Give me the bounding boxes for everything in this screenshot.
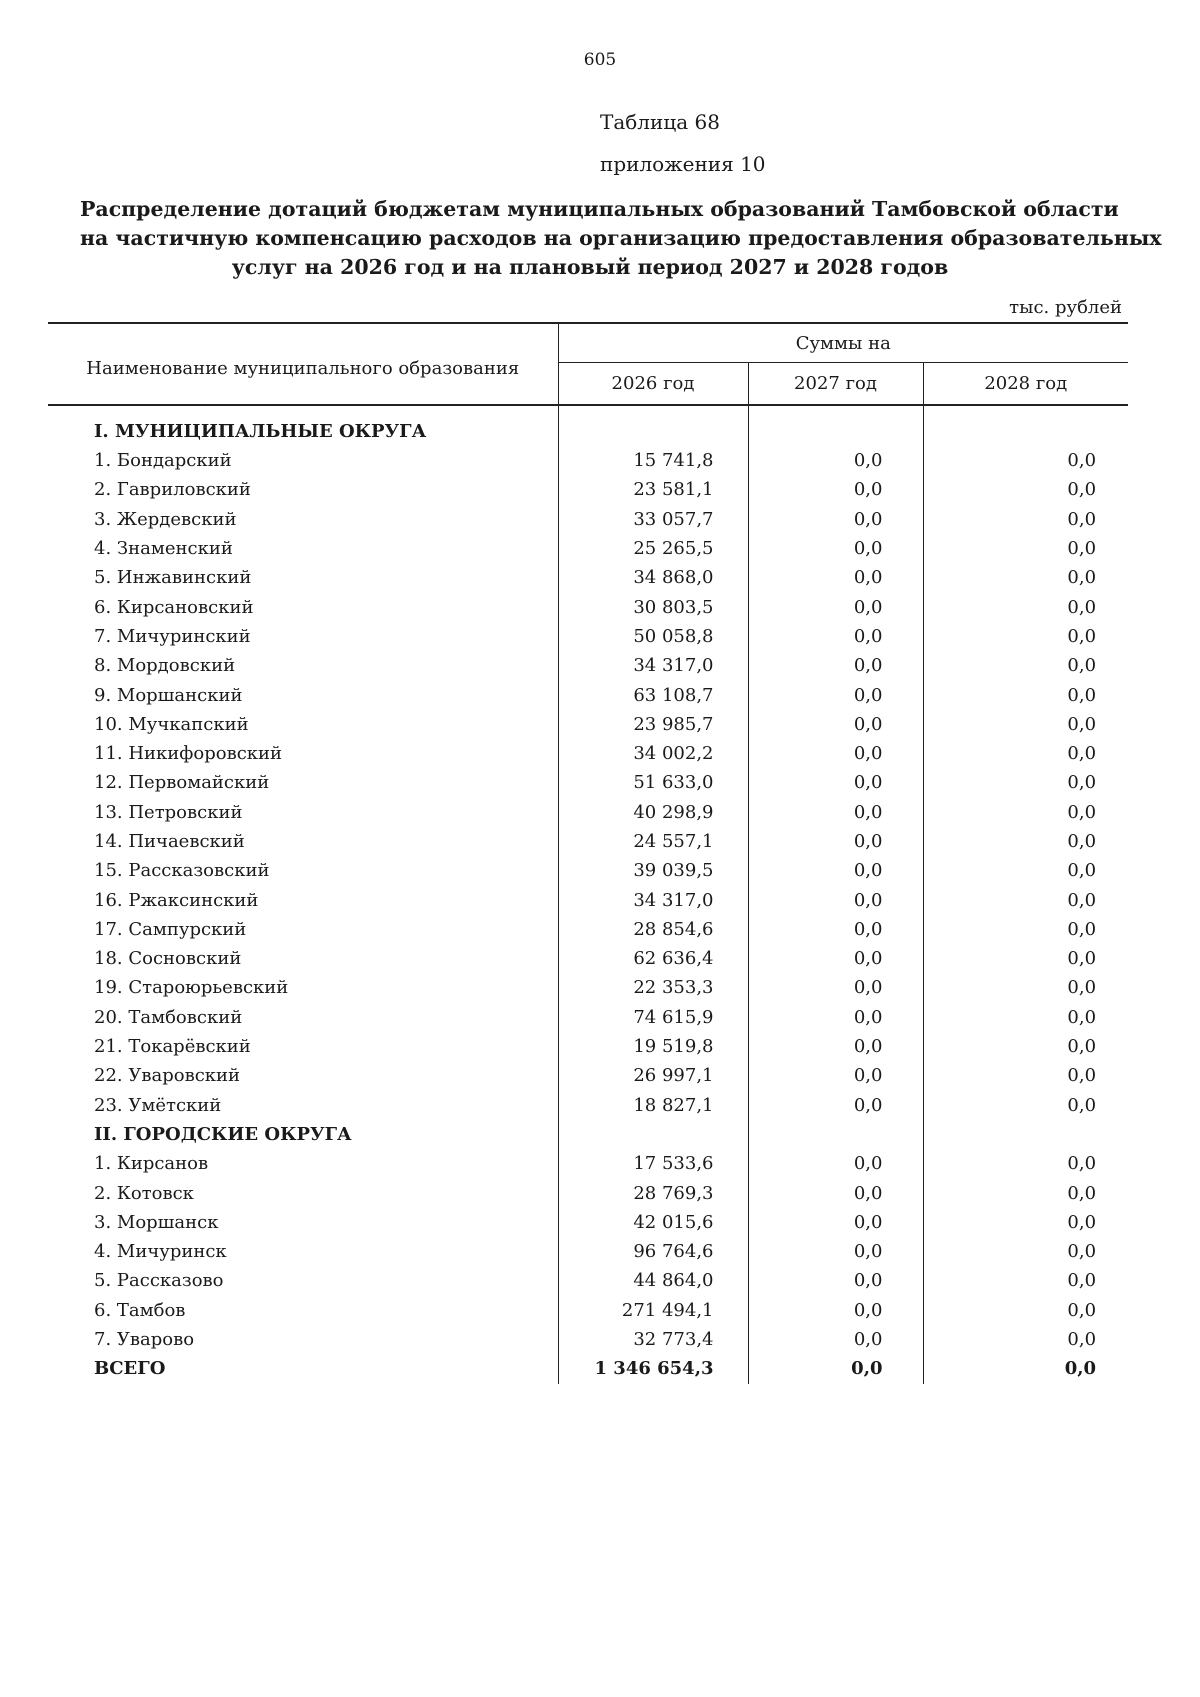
title-line: услуг на 2026 год и на плановый период 2027 и 2028 годов bbox=[231, 255, 949, 279]
row-name: 9. Моршанский bbox=[94, 684, 243, 706]
value-2026: 26 997,1 bbox=[558, 1061, 748, 1090]
table-row bbox=[48, 534, 1128, 563]
page-number: 605 bbox=[583, 50, 617, 70]
value-2027: 0,0 bbox=[748, 915, 923, 944]
table-row bbox=[48, 651, 1128, 680]
table-row bbox=[48, 475, 1128, 504]
table-row bbox=[48, 1208, 1128, 1237]
value-2026: 30 803,5 bbox=[558, 592, 748, 621]
row-name: ВСЕГО bbox=[94, 1358, 166, 1380]
value-2026: 28 769,3 bbox=[558, 1178, 748, 1207]
value-2028: 0,0 bbox=[1067, 918, 1097, 940]
value-2026: 25 265,5 bbox=[558, 534, 748, 563]
value-2026: 51 633,0 bbox=[558, 768, 748, 797]
value-2028: 0,0 bbox=[1067, 684, 1097, 706]
value-2028: 0,0 bbox=[1067, 479, 1097, 501]
value-2027: 0,0 bbox=[748, 973, 923, 1002]
value-2026: 96 764,6 bbox=[558, 1237, 748, 1266]
value-2028: 0,0 bbox=[1064, 1358, 1097, 1380]
value-2026: 33 057,7 bbox=[558, 505, 748, 534]
table-row bbox=[48, 1354, 1128, 1383]
value-2027: 0,0 bbox=[748, 563, 923, 592]
value-2027: 0,0 bbox=[748, 592, 923, 621]
header-name-column: Наименование муниципального образования bbox=[48, 323, 558, 405]
value-2026: 15 741,8 bbox=[558, 446, 748, 475]
table-row bbox=[48, 1091, 1128, 1120]
value-2028: 0,0 bbox=[1067, 743, 1097, 765]
value-2026: 34 317,0 bbox=[558, 651, 748, 680]
value-2026 bbox=[558, 405, 748, 446]
row-name: 12. Первомайский bbox=[94, 772, 270, 794]
value-2028: 0,0 bbox=[1067, 1299, 1097, 1321]
value-2028: 0,0 bbox=[1067, 1211, 1097, 1233]
table-row bbox=[48, 505, 1128, 534]
table-row bbox=[48, 1266, 1128, 1295]
value-2028: 0,0 bbox=[1067, 1006, 1097, 1028]
header-year-2027: 2027 год bbox=[748, 363, 923, 405]
value-2027: 0,0 bbox=[748, 505, 923, 534]
row-name: 17. Сампурский bbox=[94, 918, 247, 940]
table-row bbox=[48, 1178, 1128, 1207]
value-2028: 0,0 bbox=[1067, 1153, 1097, 1175]
table-row bbox=[48, 1237, 1128, 1266]
value-2027: 0,0 bbox=[748, 798, 923, 827]
value-2027: 0,0 bbox=[748, 1149, 923, 1178]
row-name: 15. Рассказовский bbox=[94, 860, 270, 882]
table-row bbox=[48, 1003, 1128, 1032]
title-line: Распределение дотаций бюджетам муниципальных образований Тамбовской области bbox=[80, 197, 1119, 221]
table-row bbox=[48, 1296, 1128, 1325]
value-2028 bbox=[923, 405, 1128, 446]
value-2027: 0,0 bbox=[748, 446, 923, 475]
table-row bbox=[48, 1032, 1128, 1061]
row-name: 5. Инжавинский bbox=[94, 567, 252, 589]
value-2027: 0,0 bbox=[748, 1091, 923, 1120]
row-name: 7. Мичуринский bbox=[94, 625, 251, 647]
row-name: 18. Сосновский bbox=[94, 948, 242, 970]
table-row bbox=[48, 710, 1128, 739]
row-name: 16. Ржаксинский bbox=[94, 889, 259, 911]
row-name: 20. Тамбовский bbox=[94, 1006, 243, 1028]
value-2027: 0,0 bbox=[748, 1354, 923, 1383]
value-2026: 22 353,3 bbox=[558, 973, 748, 1002]
table-row bbox=[48, 1120, 1128, 1149]
table-row bbox=[48, 592, 1128, 621]
value-2027: 0,0 bbox=[748, 622, 923, 651]
table-row bbox=[48, 944, 1128, 973]
value-2027: 0,0 bbox=[748, 944, 923, 973]
row-name: 4. Знаменский bbox=[94, 538, 233, 560]
table-row bbox=[48, 827, 1128, 856]
value-2027: 0,0 bbox=[748, 856, 923, 885]
title-line: на частичную компенсацию расходов на организацию предоставления образовательных bbox=[80, 226, 1162, 250]
value-2027: 0,0 bbox=[748, 1237, 923, 1266]
value-2028: 0,0 bbox=[1067, 1065, 1097, 1087]
value-2027: 0,0 bbox=[748, 739, 923, 768]
value-2028: 0,0 bbox=[1067, 1182, 1097, 1204]
value-2026: 32 773,4 bbox=[558, 1325, 748, 1354]
value-2028: 0,0 bbox=[1067, 538, 1097, 560]
header-year-2026: 2026 год bbox=[558, 363, 748, 405]
value-2027: 0,0 bbox=[748, 885, 923, 914]
value-2026: 50 058,8 bbox=[558, 622, 748, 651]
value-2026: 44 864,0 bbox=[558, 1266, 748, 1295]
value-2028: 0,0 bbox=[1067, 567, 1097, 589]
value-2027: 0,0 bbox=[748, 534, 923, 563]
value-2028: 0,0 bbox=[1067, 1270, 1097, 1292]
value-2028 bbox=[923, 1120, 1128, 1149]
value-2026: 39 039,5 bbox=[558, 856, 748, 885]
value-2028: 0,0 bbox=[1067, 1329, 1097, 1351]
table-row bbox=[48, 973, 1128, 1002]
value-2028: 0,0 bbox=[1067, 1241, 1097, 1263]
value-2027: 0,0 bbox=[748, 1178, 923, 1207]
subsidy-table bbox=[48, 322, 1128, 1384]
value-2027: 0,0 bbox=[748, 651, 923, 680]
value-2027: 0,0 bbox=[748, 1296, 923, 1325]
table-row bbox=[48, 680, 1128, 709]
row-name: 6. Тамбов bbox=[94, 1299, 186, 1321]
table-row bbox=[48, 739, 1128, 768]
value-2028: 0,0 bbox=[1067, 948, 1097, 970]
value-2028: 0,0 bbox=[1067, 508, 1097, 530]
row-name: 2. Гавриловский bbox=[94, 479, 251, 501]
value-2028: 0,0 bbox=[1067, 977, 1097, 999]
table-row bbox=[48, 885, 1128, 914]
value-2027: 0,0 bbox=[748, 768, 923, 797]
value-2028: 0,0 bbox=[1067, 1036, 1097, 1058]
row-name: 21. Токарёвский bbox=[94, 1036, 251, 1058]
value-2027: 0,0 bbox=[748, 1061, 923, 1090]
value-2028: 0,0 bbox=[1067, 860, 1097, 882]
table-label: Таблица 68 bbox=[600, 110, 720, 134]
value-2026: 42 015,6 bbox=[558, 1208, 748, 1237]
row-name: 19. Староюрьевский bbox=[94, 977, 289, 999]
row-name: 1. Кирсанов bbox=[94, 1153, 209, 1175]
value-2027: 0,0 bbox=[748, 1208, 923, 1237]
table-row bbox=[48, 446, 1128, 475]
value-2026: 28 854,6 bbox=[558, 915, 748, 944]
value-2026: 1 346 654,3 bbox=[558, 1354, 748, 1383]
value-2026: 34 317,0 bbox=[558, 885, 748, 914]
value-2026: 23 985,7 bbox=[558, 710, 748, 739]
header-sums-group: Суммы на bbox=[558, 323, 1128, 363]
value-2027: 0,0 bbox=[748, 827, 923, 856]
value-2028: 0,0 bbox=[1067, 831, 1097, 852]
value-2028: 0,0 bbox=[1067, 889, 1097, 911]
table-row bbox=[48, 622, 1128, 651]
value-2028: 0,0 bbox=[1067, 713, 1097, 735]
row-name: 13. Петровский bbox=[94, 801, 243, 823]
value-2026: 18 827,1 bbox=[558, 1091, 748, 1120]
row-name: 10. Мучкапский bbox=[94, 713, 249, 735]
value-2026: 23 581,1 bbox=[558, 475, 748, 504]
value-2026: 17 533,6 bbox=[558, 1149, 748, 1178]
value-2027: 0,0 bbox=[748, 1325, 923, 1354]
table-body bbox=[48, 405, 1128, 1384]
value-2026: 62 636,4 bbox=[558, 944, 748, 973]
value-2026 bbox=[558, 1120, 748, 1149]
value-2026: 19 519,8 bbox=[558, 1032, 748, 1061]
row-name: 4. Мичуринск bbox=[94, 1241, 227, 1263]
value-2027: 0,0 bbox=[748, 1003, 923, 1032]
value-2027 bbox=[748, 1120, 923, 1149]
value-2028: 0,0 bbox=[1067, 625, 1097, 647]
row-name: 11. Никифоровский bbox=[94, 743, 283, 765]
table-row bbox=[48, 405, 1128, 446]
row-name: II. ГОРОДСКИЕ ОКРУГА bbox=[94, 1123, 352, 1145]
value-2026: 63 108,7 bbox=[558, 680, 748, 709]
value-2027: 0,0 bbox=[748, 680, 923, 709]
table-row bbox=[48, 798, 1128, 827]
row-name: 5. Рассказово bbox=[94, 1270, 224, 1292]
table-row bbox=[48, 856, 1128, 885]
value-2027: 0,0 bbox=[748, 1032, 923, 1061]
row-name: I. МУНИЦИПАЛЬНЫЕ ОКРУГА bbox=[94, 420, 427, 442]
value-2028: 0,0 bbox=[1067, 655, 1097, 677]
value-2028: 0,0 bbox=[1067, 450, 1097, 472]
row-name: 14. Пичаевский bbox=[94, 831, 245, 852]
row-name: 3. Жердевский bbox=[94, 508, 237, 530]
value-2026: 74 615,9 bbox=[558, 1003, 748, 1032]
value-2027 bbox=[748, 405, 923, 446]
table-row bbox=[48, 1149, 1128, 1178]
row-name: 1. Бондарский bbox=[94, 450, 232, 472]
value-2028: 0,0 bbox=[1067, 1094, 1097, 1116]
row-name: 2. Котовск bbox=[94, 1182, 194, 1204]
document-title bbox=[80, 195, 1162, 282]
table-row bbox=[48, 915, 1128, 944]
table-row bbox=[48, 1325, 1128, 1354]
row-name: 23. Умётский bbox=[94, 1094, 222, 1116]
value-2026: 24 557,1 bbox=[558, 827, 748, 856]
units-label: тыс. рублей bbox=[1009, 297, 1122, 318]
value-2028: 0,0 bbox=[1067, 772, 1097, 794]
value-2026: 40 298,9 bbox=[558, 798, 748, 827]
table-row bbox=[48, 768, 1128, 797]
row-name: 6. Кирсановский bbox=[94, 596, 254, 618]
value-2026: 34 002,2 bbox=[558, 739, 748, 768]
value-2027: 0,0 bbox=[748, 475, 923, 504]
row-name: 3. Моршанск bbox=[94, 1211, 219, 1233]
value-2028: 0,0 bbox=[1067, 596, 1097, 618]
row-name: 8. Мордовский bbox=[94, 655, 236, 677]
value-2027: 0,0 bbox=[748, 1266, 923, 1295]
value-2027: 0,0 bbox=[748, 710, 923, 739]
table-row bbox=[48, 563, 1128, 592]
row-name: 7. Уварово bbox=[94, 1329, 195, 1351]
table-row bbox=[48, 1061, 1128, 1090]
appendix-label: приложения 10 bbox=[600, 152, 766, 176]
value-2026: 271 494,1 bbox=[558, 1296, 748, 1325]
value-2028: 0,0 bbox=[1067, 801, 1097, 823]
header-year-2028: 2028 год bbox=[923, 363, 1128, 405]
value-2026: 34 868,0 bbox=[558, 563, 748, 592]
row-name: 22. Уваровский bbox=[94, 1065, 241, 1087]
